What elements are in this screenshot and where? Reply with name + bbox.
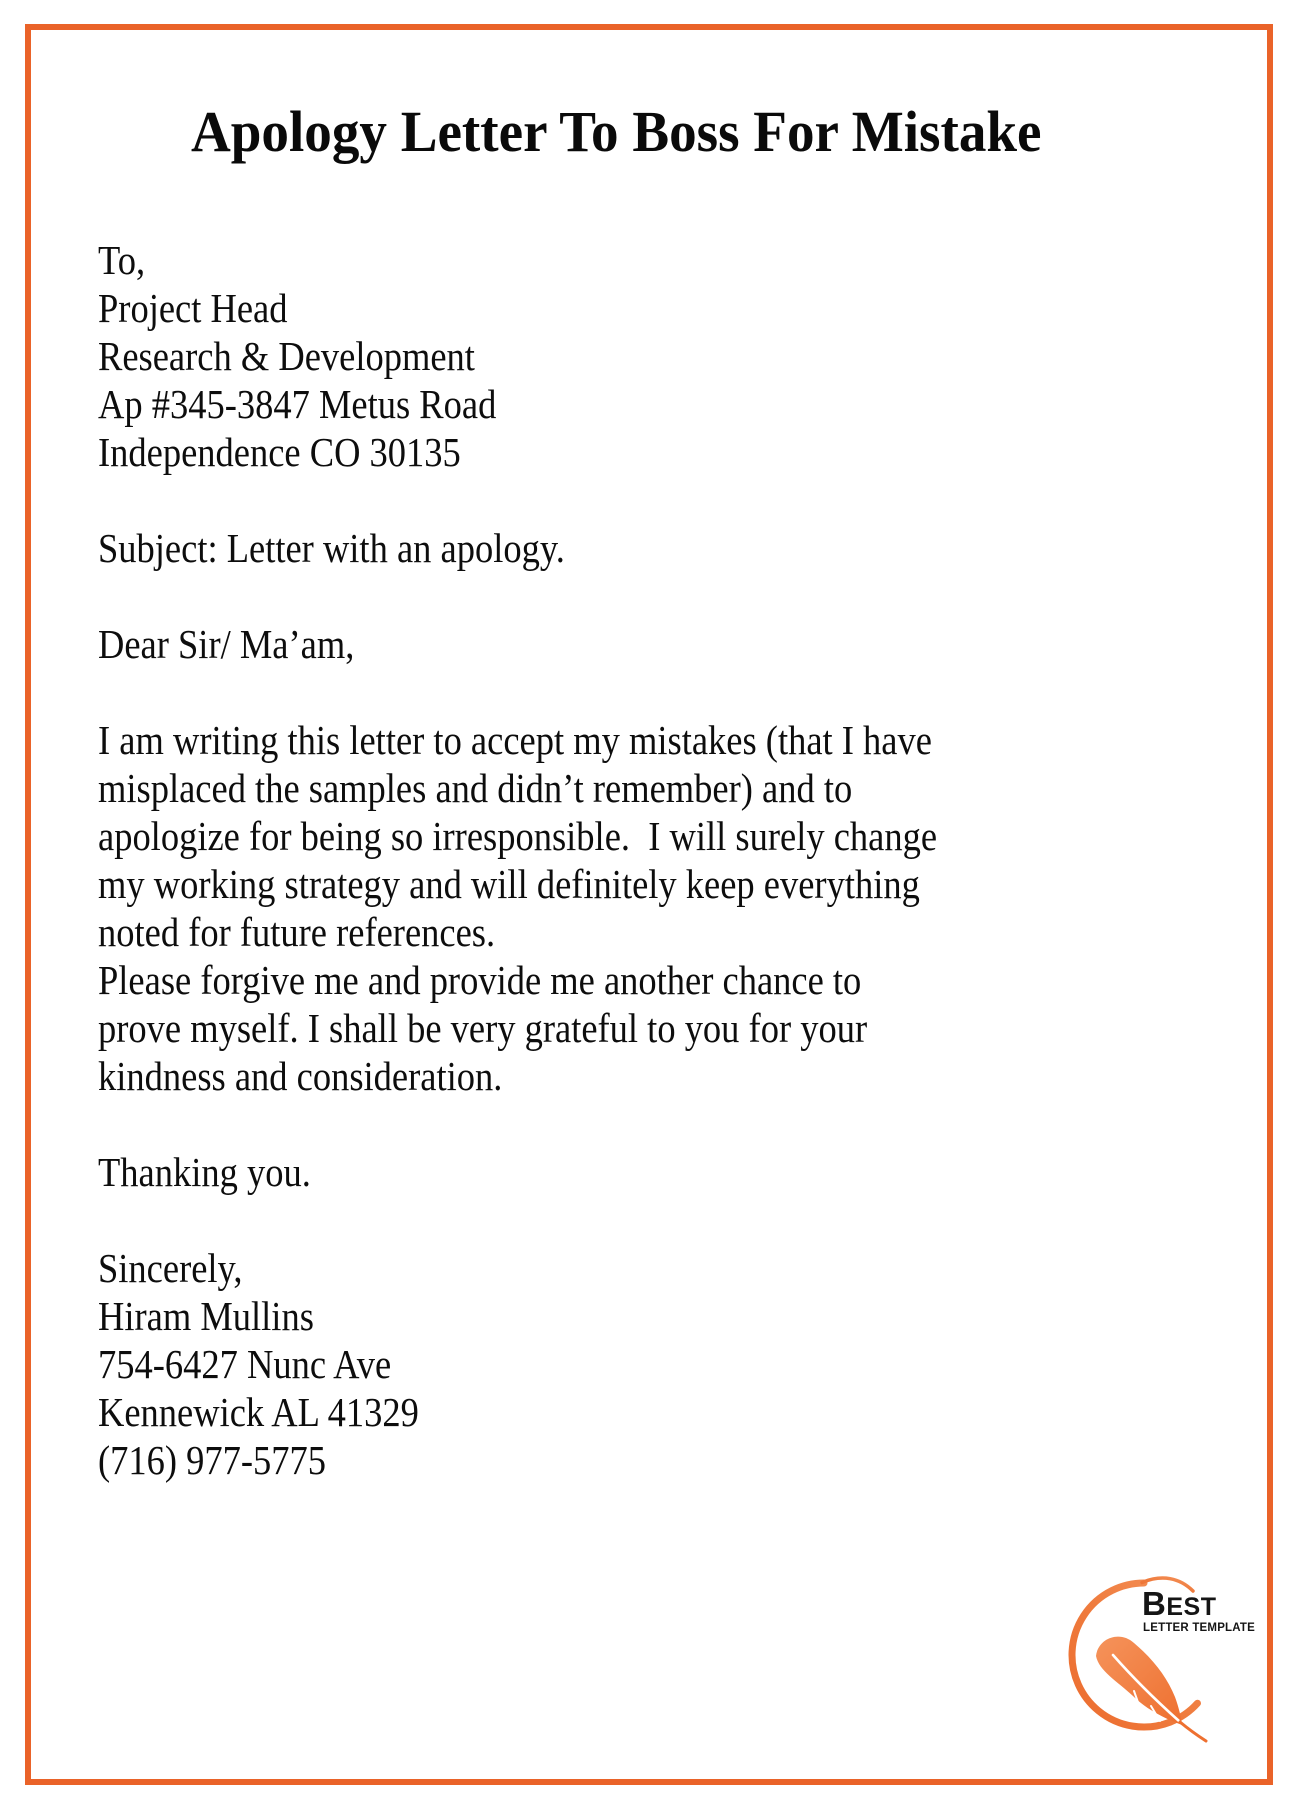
body-line: I am writing this letter to accept my mistakes (that I have [98, 717, 932, 763]
salutation: Dear Sir/ Ma’am, [98, 621, 355, 667]
recipient-line-street: Ap #345-3847 Metus Road [98, 381, 497, 427]
body-line: kindness and consideration. [98, 1053, 503, 1099]
body-line: apologize for being so irresponsible. I will surely change [98, 813, 938, 859]
signature-block [98, 1244, 1220, 1484]
recipient-line-city: Independence CO 30135 [98, 429, 461, 475]
body-paragraph-1 [98, 716, 1220, 956]
signature-line-name: Hiram Mullins [98, 1293, 314, 1339]
signature-line-valediction: Sincerely, [98, 1245, 243, 1291]
signature-line-phone: (716) 977-5775 [98, 1437, 327, 1483]
recipient-block [98, 236, 1220, 476]
recipient-line-designation: Project Head [98, 285, 288, 331]
body-line: Please forgive me and provide me another chance to [98, 957, 862, 1003]
closing-line: Thanking you. [98, 1149, 311, 1195]
recipient-line-department: Research & Development [98, 333, 475, 379]
body-paragraph-2 [98, 956, 1220, 1100]
signature-line-street: 754-6427 Nunc Ave [98, 1341, 392, 1387]
letter-document [98, 96, 1220, 1484]
recipient-line-to: To, [98, 237, 146, 283]
page-title: Apology Letter To Boss For Mistake [190, 99, 1042, 164]
body-line: prove myself. I shall be very grateful to you for your [98, 1005, 868, 1051]
logo-brand-text: BEST [1142, 1585, 1217, 1622]
logo-tagline-text: LETTER TEMPLATE [1143, 1622, 1256, 1634]
feather-quill [1180, 1722, 1206, 1741]
body-line: noted for future references. [98, 909, 496, 955]
body-line: misplaced the samples and didn’t remember) and to [98, 765, 853, 811]
body-line: my working strategy and will definitely keep everything [98, 861, 920, 907]
signature-line-city: Kennewick AL 41329 [98, 1389, 419, 1435]
brand-logo [1030, 1560, 1270, 1760]
subject-line: Subject: Letter with an apology. [98, 525, 565, 571]
